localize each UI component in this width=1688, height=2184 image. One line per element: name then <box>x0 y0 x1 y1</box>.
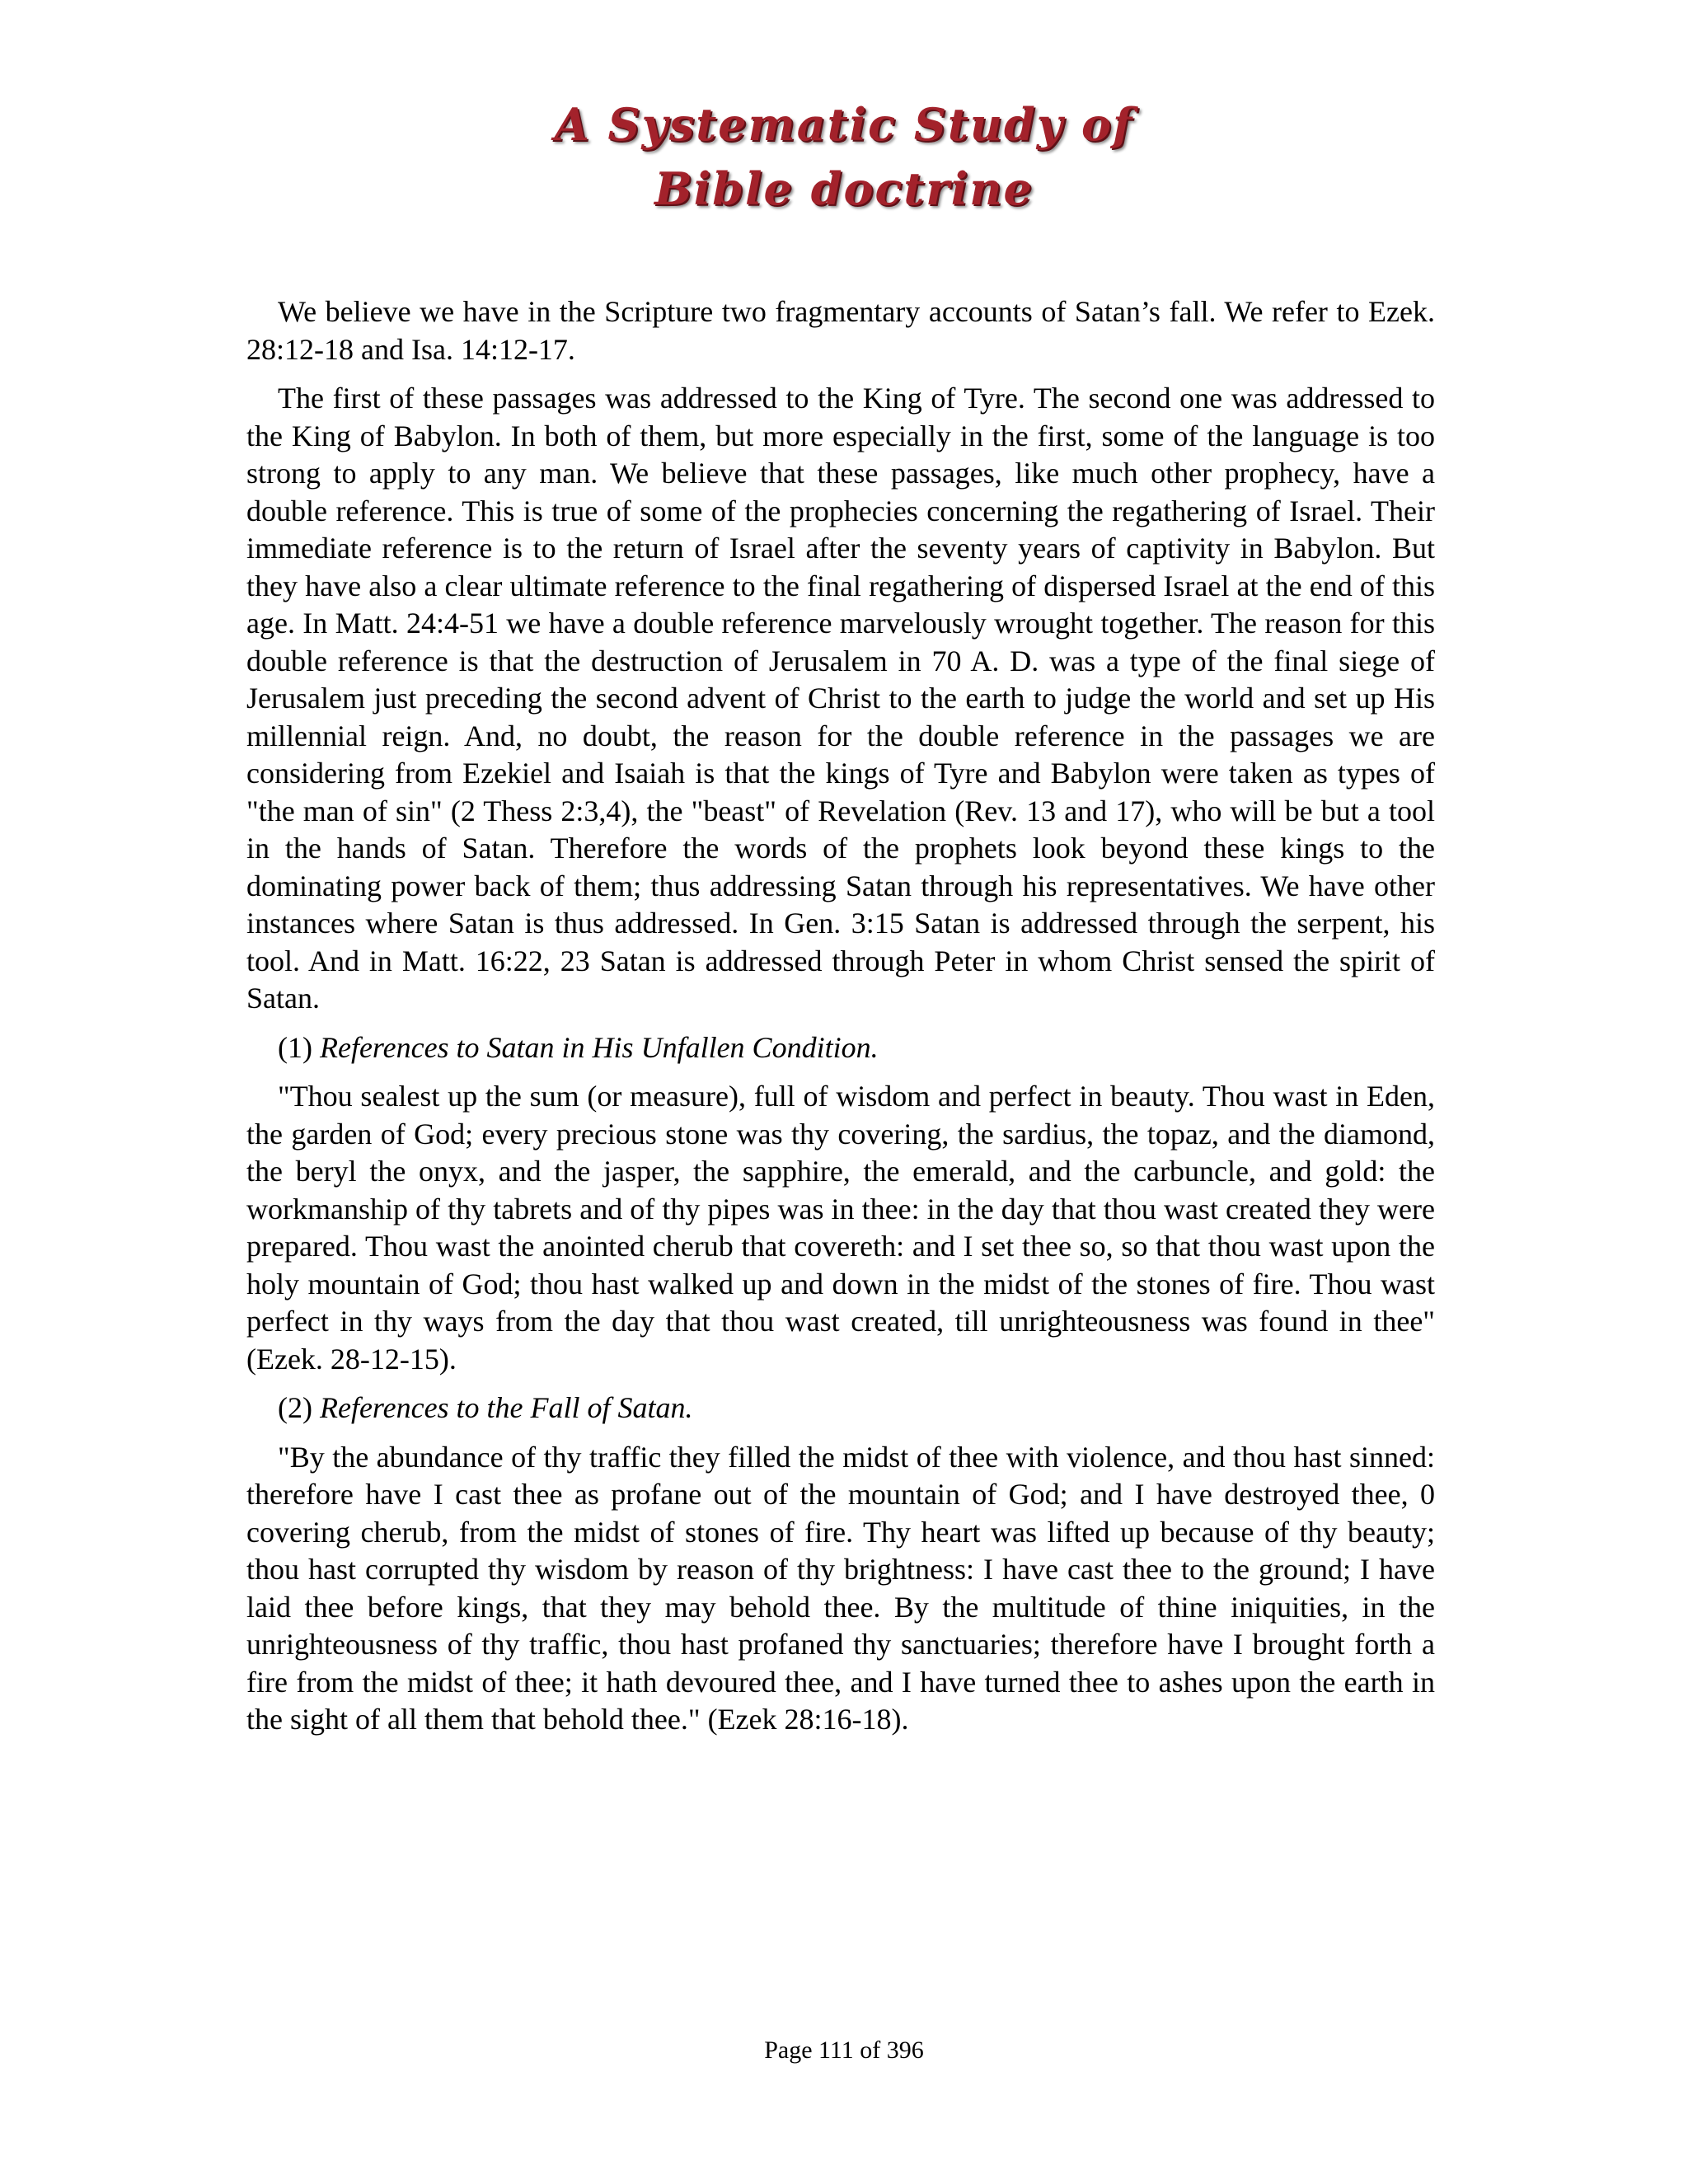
page-number: Page 111 of 396 <box>764 2036 924 2064</box>
paragraph-quote-unfallen: "Thou sealest up the sum (or measure), full of wisdom and perfect in beauty. Thou wast in Eden, the garden of God; every precious stone was thy covering, the sardius, the topaz, and the diamond, the beryl the onyx, and the jasper, the sapphire, the emerald, and the carbuncle, and gold: the workmanship of thy tabrets and of thy pipes was in thee: in the day that thou wast created they were prepared. Thou wast the anointed cherub that covereth: and I set thee so, so that thou wast upon the holy mountain of God; thou hast walked up and down in the midst of the stones of fire. Thou wast perfect in thy ways from the day that thou wast created, till unrighteousness was found in thee" (Ezek. 28-12-15). <box>246 1080 1435 1376</box>
section-heading-unfallen <box>246 1029 1435 1067</box>
header-title-line-1: A Systematic Study of <box>554 98 1134 151</box>
section-number: (2) <box>278 1391 320 1424</box>
header-title-line-2: Bible doctrine <box>654 162 1034 215</box>
header-logo <box>0 92 1688 221</box>
section-title: References to Satan in His Unfallen Condition. <box>319 1030 879 1064</box>
paragraph-double-reference: The first of these passages was addressed to the King of Tyre. The second one was addressed to the King of Babylon. In both of them, but more especially in the first, some of the language is too strong to apply to any man. We believe that these passages, like much other prophecy, have a double reference. This is true of some of the prophecies concerning the regathering of Israel. Their immediate reference is to the return of Israel after the seventy years of captivity in Babylon. But they have also a clear ultimate reference to the final regathering of dispersed Israel at the end of this age. In Matt. 24:4-51 we have a double reference marvelously wrought together. The reason for this double reference is that the destruction of Jerusalem in 70 A. D. was a type of the final siege of Jerusalem just preceding the second advent of Christ to the earth to judge the world and set up His millennial reign. And, no doubt, the reason for the double reference in the passages we are considering from Ezekiel and Isaiah is that the kings of Tyre and Babylon were taken as types of "the man of sin" (2 Thess 2:3,4), the "beast" of Revelation (Rev. 13 and 17), who will be but a tool in the hands of Satan. Therefore the words of the prophets look beyond these kings to the dominating power back of them; thus addressing Satan through his representatives. We have other instances where Satan is thus addressed. In Gen. 3:15 Satan is addressed through the serpent, his tool. And in Matt. 16:22, 23 Satan is addressed through Peter in whom Christ sensed the spirit of Satan. <box>246 382 1435 1015</box>
paragraph-intro: We believe we have in the Scripture two fragmentary accounts of Satan’s fall. We refer to Ezek. 28:12-18 and Isa. 14:12-17. <box>246 295 1435 366</box>
section-title: References to the Fall of Satan. <box>319 1391 693 1424</box>
paragraph-quote-fall: "By the abundance of thy traffic they filled the midst of thee with violence, and thou hast sinned: therefore have I cast thee as profane out of the mountain of God; and I have destroyed thee, 0 covering cherub, from the midst of stones of fire. Thy heart was lifted up because of thy beauty; thou hast corrupted thy wisdom by reason of thy brightness: I have cast thee to the ground; I have laid thee before kings, that they may behold thee. By the multitude of thine iniquities, in the unrighteousness of thy traffic, thou hast profaned thy sanctuaries; therefore have I brought forth a fire from the midst of thee; it hath devoured thee, and I have turned thee to ashes upon the earth in the sight of all them that behold thee." (Ezek 28:16-18). <box>246 1440 1435 1736</box>
section-heading-fall <box>246 1390 1435 1427</box>
document-body <box>246 293 1435 1750</box>
section-number: (1) <box>278 1030 320 1064</box>
